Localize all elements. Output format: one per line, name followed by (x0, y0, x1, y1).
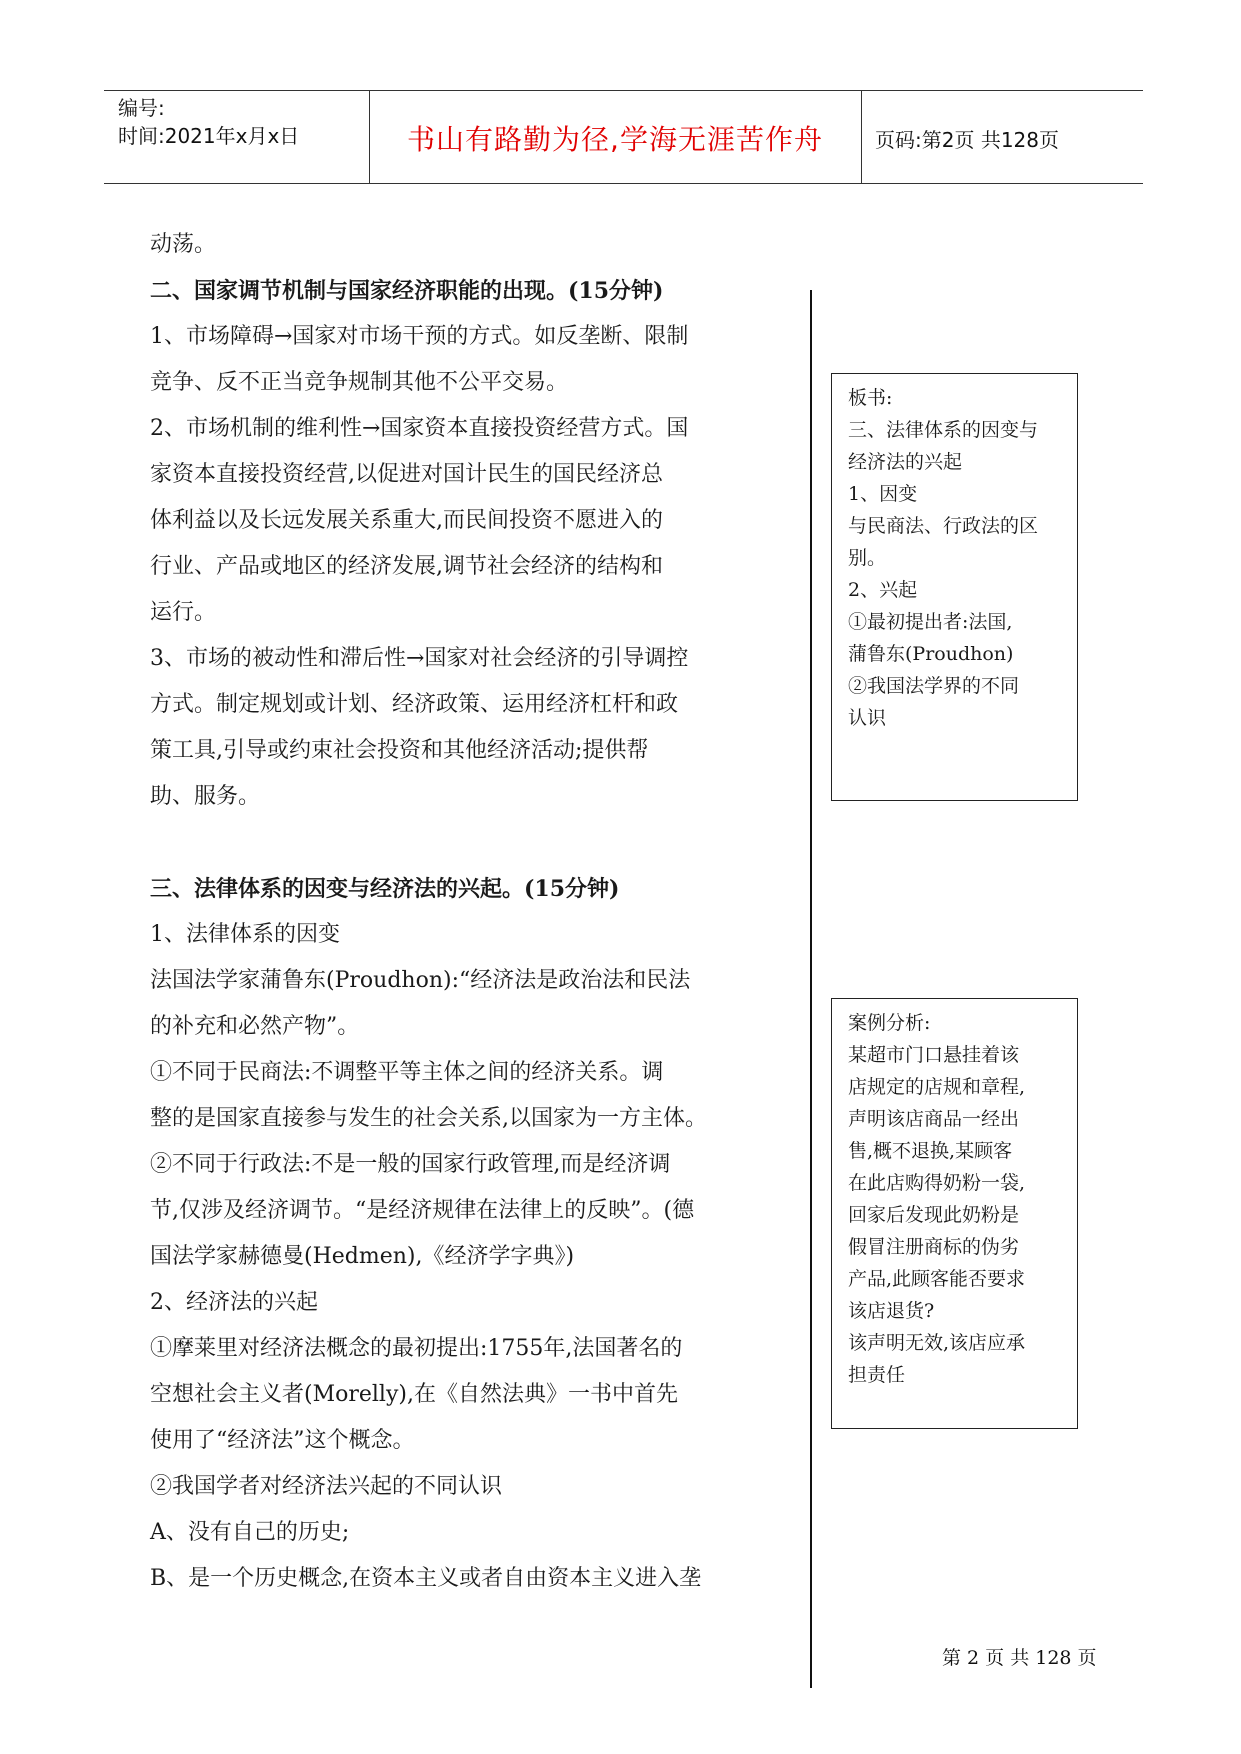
board-note-line: 2、兴起 (848, 579, 918, 601)
body-line: ②我国学者对经济法兴起的不同认识 (150, 1474, 503, 1499)
board-note-line: 1、因变 (848, 483, 918, 505)
body-line: 家资本直接投资经营,以促进对国计民生的国民经济总 (150, 462, 663, 487)
case-line: 某超市门口悬挂着该 (848, 1044, 1020, 1066)
body-line: 竞争、反不正当竞争规制其他不公平交易。 (150, 370, 569, 395)
case-line: 假冒注册商标的伪劣 (848, 1236, 1020, 1258)
case-line: 担责任 (848, 1364, 906, 1386)
body-line: 动荡。 (150, 232, 217, 257)
case-line: 售,概不退换,某顾客 (848, 1140, 1013, 1162)
section-heading: 二、国家调节机制与国家经济职能的出现。(15分钟) (150, 278, 664, 304)
board-note-line: 三、法律体系的因变与 (848, 419, 1039, 441)
body-line: ①不同于民商法:不调整平等主体之间的经济关系。调 (150, 1060, 664, 1085)
header-meta (118, 94, 299, 150)
body-line: 3、市场的被动性和滞后性→国家对社会经济的引导调控 (150, 646, 689, 671)
section-heading: 三、法律体系的因变与经济法的兴起。(15分钟) (150, 876, 620, 902)
body-line: 策工具,引导或约束社会投资和其他经济活动;提供帮 (150, 738, 649, 763)
header-border-top (104, 90, 1143, 91)
case-line: 该店退货? (848, 1300, 935, 1322)
case-line: 产品,此顾客能否要求 (848, 1268, 1026, 1290)
body-line: ②不同于行政法:不是一般的国家行政管理,而是经济调 (150, 1152, 671, 1177)
body-line: 2、市场机制的维利性→国家资本直接投资经营方式。国 (150, 416, 689, 441)
body-line: 方式。制定规划或计划、经济政策、运用经济杠杆和政 (150, 692, 679, 717)
body-line: 2、经济法的兴起 (150, 1290, 318, 1315)
board-note-line: ②我国法学界的不同 (848, 675, 1020, 697)
header-border-bottom (104, 183, 1143, 184)
board-note-line: 别。 (848, 547, 887, 569)
body-line: A、没有自己的历史; (150, 1520, 350, 1545)
body-line: 体利益以及长远发展关系重大,而民间投资不愿进入的 (150, 508, 663, 533)
case-analysis-box (831, 998, 1078, 1429)
body-line: 法国法学家蒲鲁东(Proudhon):“经济法是政治法和民法 (150, 968, 691, 993)
blank-line (150, 820, 800, 866)
body-line: 空想社会主义者(Morelly),在《自然法典》一书中首先 (150, 1382, 678, 1407)
footer-page-number: 第 2 页 共 128 页 (942, 1647, 1097, 1669)
case-line: 该声明无效,该店应承 (848, 1332, 1026, 1354)
body-line: B、是一个历史概念,在资本主义或者自由资本主义进入垄 (150, 1566, 702, 1591)
case-line: 案例分析: (848, 1012, 931, 1034)
body-line: 助、服务。 (150, 784, 261, 809)
case-line: 回家后发现此奶粉是 (848, 1204, 1020, 1226)
board-note-line: 与民商法、行政法的区 (848, 515, 1039, 537)
header-time-label: 时间:2021年x月x日 (118, 124, 300, 148)
case-line: 店规定的店规和章程, (848, 1076, 1026, 1098)
column-separator (810, 290, 812, 1688)
body-line: 行业、产品或地区的经济发展,调节社会经济的结构和 (150, 554, 663, 579)
board-notes-box (831, 373, 1078, 801)
body-line: 运行。 (150, 600, 217, 625)
body-line: ①摩莱里对经济法概念的最初提出:1755年,法国著名的 (150, 1336, 683, 1361)
board-note-line: 蒲鲁东(Proudhon) (848, 643, 1014, 665)
body-line: 的补充和必然产物”。 (150, 1014, 360, 1039)
body-line: 1、法律体系的因变 (150, 922, 340, 947)
board-note-line: 认识 (848, 707, 887, 729)
case-line: 在此店购得奶粉一袋, (848, 1172, 1026, 1194)
body-line: 国法学家赫德曼(Hedmen),《经济学字典》) (150, 1244, 575, 1269)
body-line: 整的是国家直接参与发生的社会关系,以国家为一方主体。 (150, 1106, 707, 1131)
board-note-line: 经济法的兴起 (848, 451, 963, 473)
header-divider-right (861, 90, 862, 184)
body-line: 1、市场障碍→国家对市场干预的方式。如反垄断、限制 (150, 324, 689, 349)
board-note-line: 板书: (848, 387, 893, 409)
header-page-code: 页码:第2页 共128页 (875, 128, 1059, 152)
case-line: 声明该店商品一经出 (848, 1108, 1020, 1130)
header-number-label: 编号: (118, 96, 165, 120)
main-content (150, 222, 800, 1602)
header-motto: 书山有路勤为径,学海无涯苦作舟 (407, 123, 823, 156)
board-note-line: ①最初提出者:法国, (848, 611, 1013, 633)
body-line: 节,仅涉及经济调节。“是经济规律在法律上的反映”。(德 (150, 1198, 695, 1223)
body-line: 使用了“经济法”这个概念。 (150, 1428, 415, 1453)
